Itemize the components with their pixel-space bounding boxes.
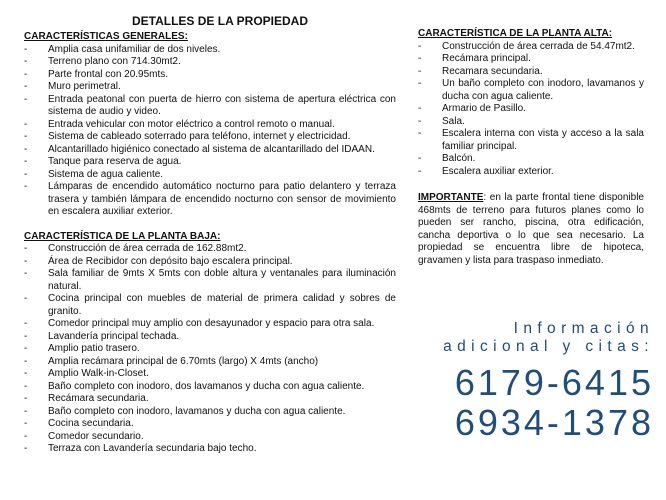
- list-item: - Baño completo con inodoro, lavamanos y ducha con agua caliente.: [24, 406, 396, 419]
- list-item: - Comedor secundario.: [24, 431, 396, 444]
- list-item: - Recámara secundaria.: [24, 393, 396, 406]
- list-item: - Muro perimetral.: [24, 81, 396, 94]
- list-item: - Escalera interna con vista y acceso a la sala familiar principal.: [418, 128, 644, 153]
- ground-floor-heading: CARACTERÍSTICA DE LA PLANTA BAJA:: [24, 230, 221, 242]
- page-title: DETALLES DE LA PROPIEDAD: [131, 14, 308, 28]
- right-column: [418, 28, 644, 267]
- list-item: - Amplio Walk-in-Closet.: [24, 368, 396, 381]
- upper-floor-list: [418, 41, 644, 179]
- list-item: - Alcantarillado higiénico conectado al sistema de alcantarillado del IDAAN.: [24, 144, 396, 157]
- contact-line-1: Información: [513, 320, 654, 337]
- list-item: - Tanque para reserva de agua.: [24, 156, 396, 169]
- list-item: - Terraza con Lavandería secundaria bajo techo.: [24, 443, 396, 456]
- list-item: - Escalera auxiliar exterior.: [418, 166, 644, 179]
- list-item: - Comedor principal muy amplio con desayunador y espacio para otra sala.: [24, 318, 396, 331]
- list-item: - Construcción de área cerrada de 162.88mt2.: [24, 243, 396, 256]
- left-column: [24, 14, 396, 456]
- important-text: : en la parte frontal tiene disponible 468mts de terreno para futuros planes como lo pueden ser rancho, piscina, otra edificación, cancha deportiva o lo que sea necesario. La propiedad se encuentra libre de hipoteca, gravamen y lista para traspaso inmediato.: [418, 192, 644, 266]
- upper-floor-heading: CARACTERÍSTICA DE LA PLANTA ALTA:: [418, 28, 613, 39]
- section-spacer: [24, 219, 396, 231]
- phone-number-2: 6934-1378: [454, 402, 654, 443]
- list-item: - Sala familiar de 9mts X 5mts con doble altura y ventanales para iluminación natural.: [24, 268, 396, 293]
- list-item: - Amplia recámara principal de 6.70mts (largo) X 4mts (ancho): [24, 356, 396, 369]
- list-item: - Lámparas de encendido automático nocturno para patio delantero y terraza trasera y también lámpara de encendido nocturno con sensor de movimiento en escalera auxiliar exterior.: [24, 181, 396, 219]
- list-item: - Recámara principal.: [418, 53, 644, 66]
- list-item: - Un baño completo con inodoro, lavamanos y ducha con agua caliente.: [418, 78, 644, 103]
- list-item: - Entrada vehicular con motor eléctrico a control remoto o manual.: [24, 119, 396, 132]
- contact-line-2: adicional y citas:: [443, 338, 654, 355]
- list-item: - Lavandería principal techada.: [24, 331, 396, 344]
- list-item: - Armario de Pasillo.: [418, 103, 644, 116]
- list-item: - Baño completo con inodoro, dos lavamanos y ducha con agua caliente.: [24, 381, 396, 394]
- list-item: - Amplia casa unifamiliar de dos niveles.: [24, 44, 396, 57]
- important-note: [418, 192, 644, 267]
- list-item: - Área de Recibidor con depósito bajo escalera principal.: [24, 256, 396, 269]
- ground-floor-list: [24, 243, 396, 456]
- list-item: - Recamara secundaria.: [418, 66, 644, 79]
- general-features-heading: CARACTERÍSTICAS GENERALES:: [24, 31, 188, 42]
- list-item: - Balcón.: [418, 153, 644, 166]
- list-item: - Parte frontal con 20.95mts.: [24, 69, 396, 82]
- list-item: - Construcción de área cerrada de 54.47mt2.: [418, 41, 644, 54]
- list-item: - Entrada peatonal con puerta de hierro con sistema de apertura eléctrica con sistema de audio y video.: [24, 94, 396, 119]
- contact-block: [402, 320, 654, 443]
- general-features-list: [24, 44, 396, 219]
- list-item: - Sistema de agua caliente.: [24, 169, 396, 182]
- list-item: - Terreno plano con 714.30mt2.: [24, 56, 396, 69]
- phone-number-1: 6179-6415: [454, 362, 654, 403]
- list-item: - Sistema de cableado soterrado para teléfono, internet y electricidad.: [24, 131, 396, 144]
- list-item: - Sala.: [418, 116, 644, 129]
- list-item: - Cocina principal con muebles de material de primera calidad y sobres de granito.: [24, 293, 396, 318]
- list-item: - Cocina secundaria.: [24, 418, 396, 431]
- list-item: - Amplio patio trasero.: [24, 343, 396, 356]
- important-label: IMPORTANTE: [418, 192, 484, 203]
